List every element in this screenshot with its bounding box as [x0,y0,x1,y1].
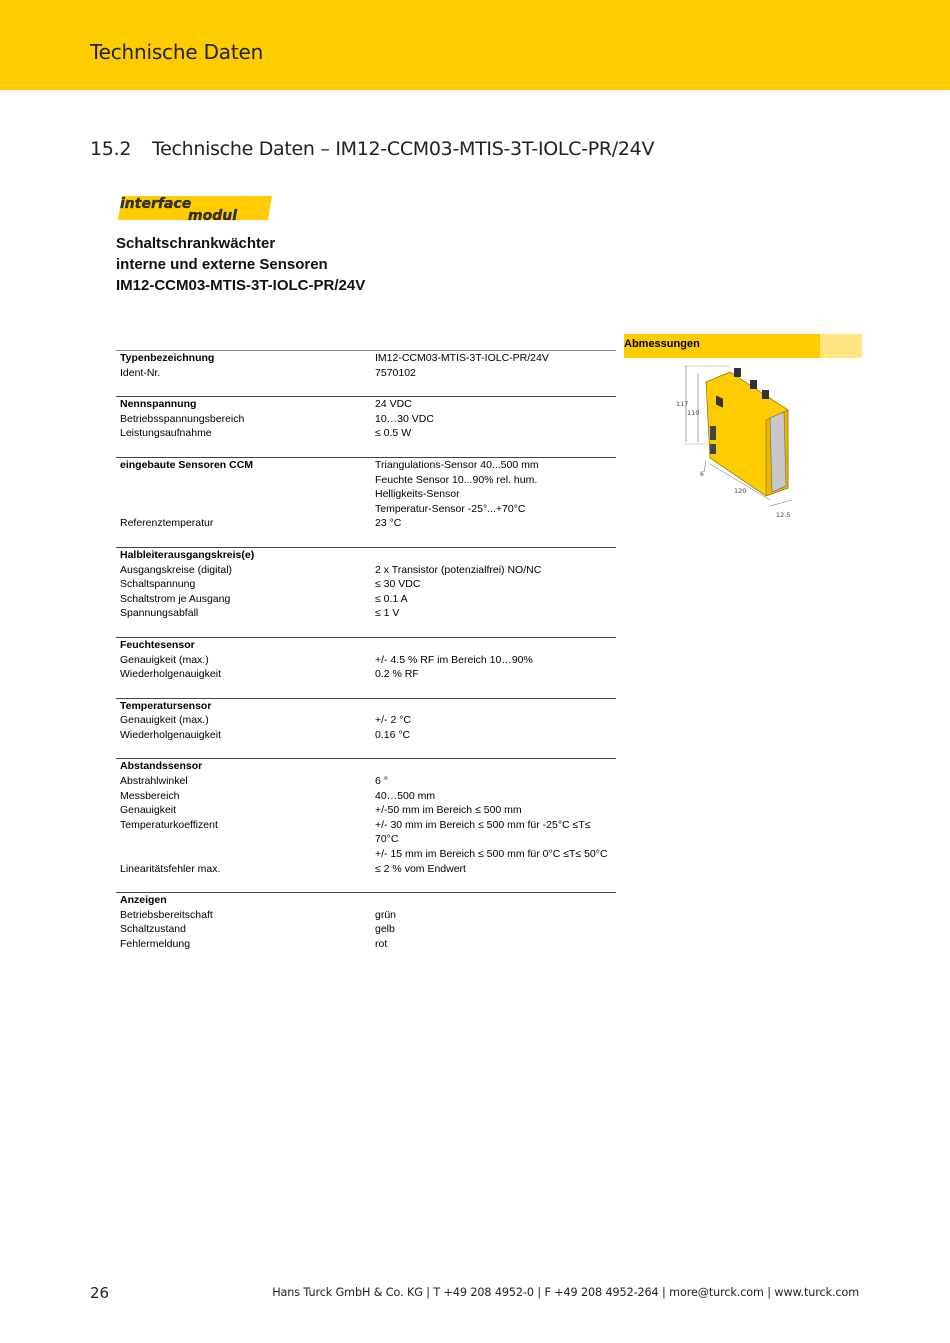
spec-value [375,638,616,653]
spec-value [375,699,616,714]
dimension-drawing [670,360,800,525]
spec-key: Schaltzustand [120,923,186,936]
terminal-shape [750,380,757,389]
spec-value: +/- 30 mm im Bereich ≤ 500 mm für -25°C ≤T≤ 70°C [375,818,591,846]
spec-key: Schaltspannung [120,578,196,591]
spec-value: rot [375,938,388,950]
spec-key: Nennspannung [120,398,197,411]
terminal-shape [710,426,716,440]
spec-value: +/-50 mm im Bereich ≤ 500 mm [375,804,522,817]
spec-value: 2 x Transistor (potenzialfrei) NO/NC [375,563,542,576]
spec-row [116,592,616,607]
spec-row [116,577,616,592]
spec-key: Ausgangskreise (digital) [120,563,233,576]
page-number: 26 [90,1284,110,1302]
spec-value: Helligkeits-Sensor [375,488,460,501]
spec-row [116,893,616,908]
spec-value: 10…30 VDC [375,412,434,425]
spec-key: Messbereich [120,789,180,802]
spec-row [116,699,616,714]
terminal-shape [734,368,741,377]
spec-value: 24 VDC [375,398,412,411]
spec-value [375,893,616,908]
spec-key: Anzeigen [120,894,167,907]
spec-key: Genauigkeit (max.) [120,714,209,727]
spec-key: Halbleiterausgangskreis(e) [120,548,255,561]
section-title: Technische Daten – IM12-CCM03-MTIS-3T-IOLC-PR/24V [152,138,655,160]
spec-value: 40…500 mm [375,789,436,802]
spec-row [116,548,616,563]
spec-value: Triangulations-Sensor 40...500 mm [375,458,539,471]
spec-row [116,412,616,427]
terminal-shape [762,390,769,399]
spec-key: Abstandssensor [120,760,203,773]
spec-key: Ident-Nr. [120,366,161,379]
dim-117: 117 [676,400,689,408]
spec-row [116,789,616,804]
spec-key: eingebaute Sensoren CCM [120,458,254,471]
product-title-block [116,233,365,296]
spec-value: ≤ 2 % vom Endwert [375,862,466,875]
spec-row [116,847,616,862]
spec-key: Linearitätsfehler max. [120,862,221,875]
spec-row [116,473,616,488]
spec-value: ≤ 0.1 A [375,592,408,605]
spec-group [116,892,616,951]
spec-group [116,547,616,621]
spec-row [116,516,616,531]
dim-6: 6 [700,471,704,478]
dim-110: 110 [687,409,700,417]
spec-value: 7570102 [375,366,416,379]
spec-table [116,350,616,968]
spec-row [116,774,616,789]
spec-row [116,937,616,952]
spec-value: Temperatur-Sensor -25°...+70°C [375,502,526,515]
dim-120: 120 [734,487,747,495]
spec-value: grün [375,908,397,921]
spec-value: ≤ 0.5 W [375,427,412,440]
spec-key: Abstrahlwinkel [120,775,188,788]
spec-key: Typenbezeichnung [120,352,215,364]
interface-modul-logo [116,190,276,226]
spec-row [116,653,616,668]
footer-contact: Hans Turck GmbH & Co. KG | T +49 208 4952-0 | F +49 208 4952-264 | more@turck.com | www.turck.com [272,1286,859,1299]
spec-row [116,713,616,728]
spec-row [116,502,616,517]
spec-value [375,759,616,774]
spec-key [116,473,375,488]
spec-key: Referenztemperatur [120,517,214,530]
logo-text-line1: interface [120,196,192,212]
product-line3: IM12-CCM03-MTIS-3T-IOLC-PR/24V [116,277,366,294]
spec-key: Temperaturkoeffizent [120,818,218,831]
spec-group [116,698,616,743]
spec-row [116,351,616,366]
spec-group [116,637,616,682]
product-line2: interne und externe Sensoren [116,256,328,273]
spec-value: IM12-CCM03-MTIS-3T-IOLC-PR/24V [375,352,549,364]
spec-group [116,350,616,380]
spec-group [116,396,616,441]
spec-row [116,638,616,653]
spec-value: Feuchte Sensor 10...90% rel. hum. [375,473,538,486]
product-line1: Schaltschrankwächter [116,235,276,252]
section-heading [90,138,654,160]
spec-key: Betriebsbereitschaft [120,908,213,921]
spec-row [116,759,616,774]
spec-key: Schaltstrom je Ausgang [120,592,231,605]
spec-row [116,818,616,847]
dim-12-5: 12.5 [776,511,791,519]
dimensions-label: Abmessungen [624,338,700,350]
spec-value: 0.2 % RF [375,668,419,681]
spec-key: Betriebsspannungsbereich [120,412,245,425]
spec-key: Wiederholgenauigkeit [120,728,221,741]
terminal-shape [710,444,716,454]
spec-key: Feuchtesensor [120,638,195,651]
spec-key: Leistungsaufnahme [120,427,212,440]
logo-text-line2: modul [188,208,237,224]
spec-group [116,758,616,876]
spec-row [116,803,616,818]
spec-value: ≤ 30 VDC [375,578,421,591]
spec-key [116,847,375,862]
spec-key: Temperatursensor [120,699,212,712]
spec-key [116,487,375,502]
spec-row [116,426,616,441]
spec-row [116,728,616,743]
spec-value: +/- 2 °C [375,714,412,727]
header-title: Technische Daten [90,40,264,64]
spec-row [116,397,616,412]
spec-row [116,458,616,473]
spec-group [116,457,616,531]
spec-value [375,548,616,563]
spec-row [116,606,616,621]
spec-key: Genauigkeit (max.) [120,653,209,666]
spec-key: Spannungsabfall [120,607,199,620]
spec-value: +/- 4.5 % RF im Bereich 10…90% [375,653,533,666]
spec-key [116,502,375,517]
spec-key: Wiederholgenauigkeit [120,668,221,681]
spec-row [116,922,616,937]
section-number: 15.2 [90,138,132,160]
spec-key: Fehlermeldung [120,938,191,950]
spec-row [116,563,616,578]
spec-value: 23 °C [375,517,402,530]
spec-row [116,862,616,877]
spec-value: 6 ° [375,775,388,788]
spec-key: Genauigkeit [120,804,177,817]
spec-row [116,366,616,381]
spec-value: ≤ 1 V [375,607,400,620]
spec-value: 0.16 °C [375,728,411,741]
spec-value: +/- 15 mm im Bereich ≤ 500 mm für 0°C ≤T≤ 50°C [375,848,608,861]
spec-value: gelb [375,923,395,936]
spec-row [116,487,616,502]
spec-row [116,908,616,923]
spec-row [116,667,616,682]
